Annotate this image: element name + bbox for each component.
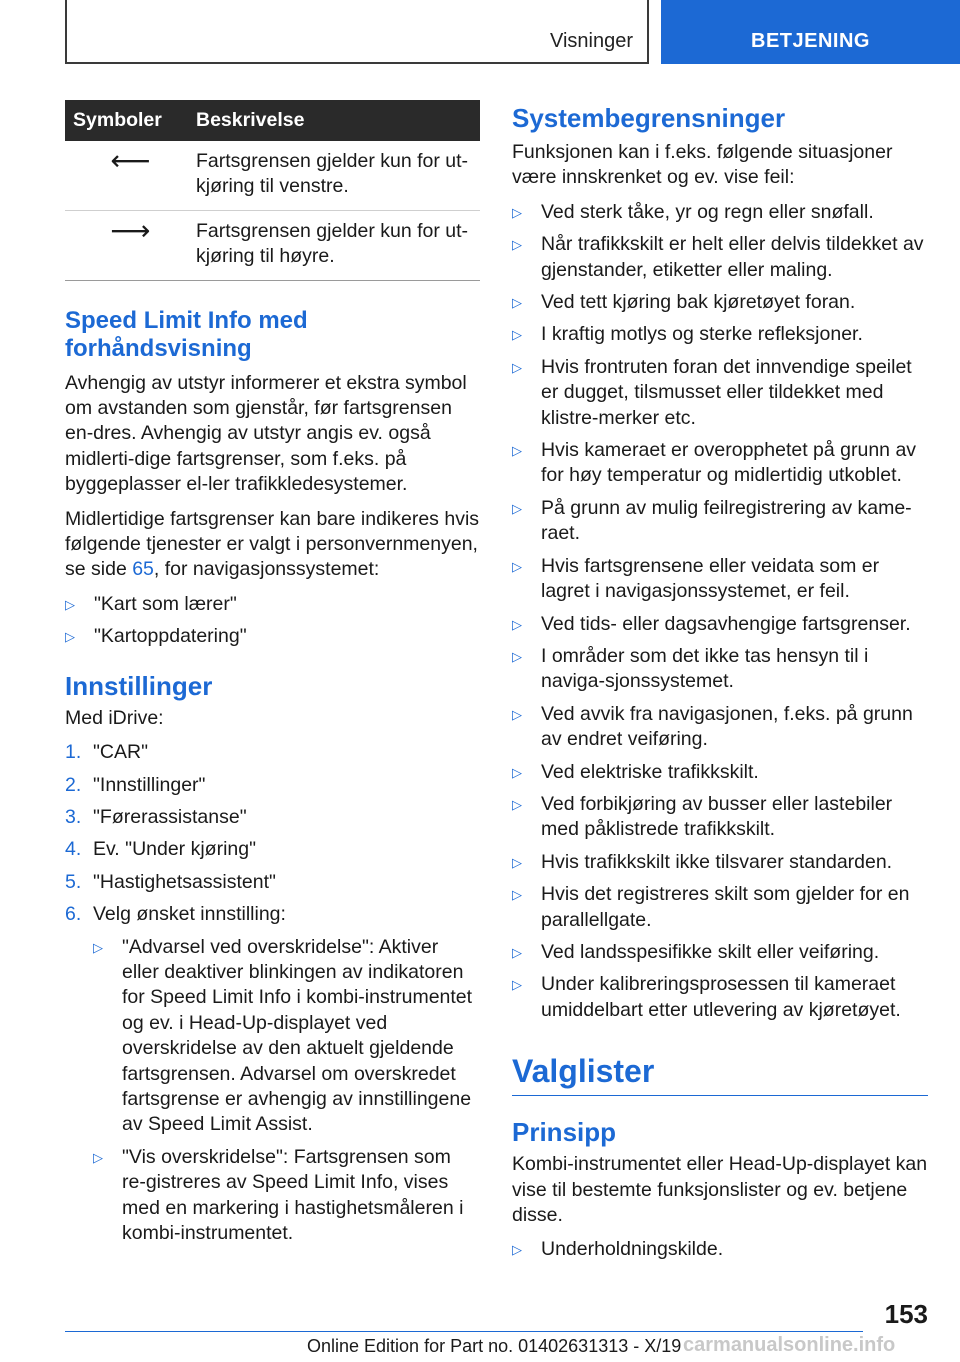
step-text: "Førerassistanse" (93, 805, 247, 828)
list-item-text: Ved landsspesifikke skilt eller veiføring. (541, 940, 880, 963)
section-heading-settings: Innstillinger (65, 670, 213, 701)
section-heading-principle: Prinsipp (512, 1117, 617, 1148)
settings-steps (65, 740, 480, 1246)
list-item (512, 554, 928, 605)
header-section-title: Visninger (549, 30, 633, 52)
step-item (65, 870, 480, 895)
paragraph: Avhengig av utstyr informerer et ekstra symbol om avstanden som gjenstår, før fartsgrensen en-dres. Avhengig av utstyr angis ev. også midlerti-dige fartsgrenser, som f.eks. på byggeplasser el-ler trafikkledesystemer. (65, 371, 467, 496)
triangle-bullet-icon: ▷ (512, 500, 522, 516)
step-number: 6. (65, 903, 82, 926)
list-item (512, 355, 928, 431)
step-item (65, 902, 480, 1246)
triangle-bullet-icon: ▷ (512, 944, 522, 960)
list-item-text: Ved elektriske trafikkskilt. (541, 760, 759, 783)
list-item (512, 882, 928, 933)
table-row (65, 210, 480, 280)
triangle-bullet-icon: ▷ (512, 1242, 522, 1258)
chapter-heading-block (512, 1053, 928, 1096)
setting-options (93, 935, 480, 1247)
list-item-text: Ved sterk tåke, yr og regn eller snøfall. (541, 200, 874, 223)
page-link[interactable]: 65 (132, 558, 154, 581)
step-item (65, 837, 480, 862)
list-item (512, 644, 928, 695)
list-item (512, 792, 928, 843)
list-item-text: Hvis kameraet er overopphetet på grunn av for høy temperatur og midlertidig utkoblet. (541, 439, 917, 487)
paragraph (65, 507, 480, 583)
step-number: 4. (65, 838, 82, 861)
list-item (512, 322, 928, 347)
list-item-text: "Kartoppdatering" (94, 625, 247, 648)
symbol-table (65, 100, 480, 281)
list-item-text: Hvis frontruten foran det innvendige speilet er dugget, tilsmusset eller tildekket med klistre-merker etc. (541, 355, 912, 429)
page-number: 153 (884, 1299, 928, 1329)
step-number: 5. (65, 870, 82, 893)
table-row (65, 141, 480, 210)
list-item-text: "Kart som lærer" (94, 592, 237, 615)
table-cell-description: Fartsgrensen gjelder kun for ut-kjøring til høyre. (196, 210, 480, 280)
step-number: 1. (65, 741, 82, 764)
paragraph: Kombi-instrumentet eller Head-Up-displayet kan vise til bestemte funksjonslister og ev. betjene disse. (512, 1153, 928, 1226)
triangle-bullet-icon: ▷ (65, 596, 75, 612)
triangle-bullet-icon: ▷ (512, 887, 522, 903)
list-item-text: Når trafikkskilt er helt eller delvis tildekket av gjenstander, etiketter eller maling. (541, 233, 924, 281)
watermark: carmanualsonline.info (683, 1334, 896, 1356)
list-item (512, 940, 928, 965)
list-item-text: På grunn av mulig feilregistrering av kame-raet. (541, 496, 912, 545)
triangle-bullet-icon: ▷ (512, 359, 522, 375)
step-item (65, 805, 480, 830)
footer-edition: Online Edition for Part no. 01402631313 - X/19 (307, 1336, 682, 1356)
header-chapter-title: BETJENING (751, 30, 870, 52)
step-number: 2. (65, 773, 82, 796)
list-item-text: "Advarsel ved overskridelse": Aktiver eller deaktiver blinkingen av indikatoren for Speed Limit Info i kombi-instrumentet og ev. i Head-Up-displayet ved overskridelse av den aktuelt gjeldende fartsgrensen. Advarsel om overskredet fartsgrense er avhengig av innstillingene av Speed Limit Assist. (122, 935, 473, 1136)
triangle-bullet-icon: ▷ (512, 706, 522, 722)
list-item (512, 760, 928, 785)
triangle-bullet-icon: ▷ (512, 648, 522, 664)
step-text: Ev. "Under kjøring" (93, 838, 257, 861)
header-chapter-tab[interactable] (661, 0, 960, 64)
table-header-symbols: Symboler (65, 100, 196, 141)
list-item (512, 290, 928, 315)
triangle-bullet-icon: ▷ (512, 443, 522, 459)
list-item (512, 612, 928, 637)
arrow-right-icon: ⟶ (65, 210, 196, 280)
list-item (93, 1145, 480, 1247)
table-header-description: Beskrivelse (196, 100, 480, 141)
list-item (512, 1237, 928, 1262)
list-item-text: I kraftig motlys og sterke refleksjoner. (541, 323, 863, 346)
list-item (512, 702, 928, 753)
list-item-text: Under kalibreringsprosessen til kameraet umiddelbart etter utlevering av kjøretøyet. (541, 973, 901, 1021)
list-item-text: "Vis overskridelse": Fartsgrensen som re-gistreres av Speed Limit Info, vises med en markering i hastighetsmåleren i kombi-instrumentet. (122, 1145, 464, 1244)
step-text: "CAR" (93, 741, 149, 764)
step-text: "Hastighetsassistent" (93, 870, 276, 893)
section-heading-preview: Speed Limit Info med forhåndsvisning (65, 306, 308, 362)
step-item (65, 740, 480, 765)
triangle-bullet-icon: ▷ (512, 237, 522, 253)
paragraph: Funksjonen kan i f.eks. følgende situasjoner være innskrenket og ev. vise feil: (512, 141, 893, 189)
list-item-text: I områder som det ikke tas hensyn til i naviga-sjonssystemet. (541, 644, 869, 693)
list-item (512, 972, 928, 1023)
table-cell-description: Fartsgrensen gjelder kun for ut-kjøring til venstre. (196, 141, 480, 210)
triangle-bullet-icon: ▷ (93, 1149, 103, 1165)
list-item (65, 624, 480, 649)
triangle-bullet-icon: ▷ (512, 764, 522, 780)
triangle-bullet-icon: ▷ (512, 616, 522, 632)
list-item (93, 935, 480, 1138)
step-item (65, 773, 480, 798)
left-column (65, 100, 480, 1253)
triangle-bullet-icon: ▷ (512, 295, 522, 311)
paragraph: Med iDrive: (65, 706, 164, 729)
list-item (512, 496, 928, 547)
section-heading-limits: Systembegrensninger (512, 103, 786, 133)
step-text: "Innstillinger" (93, 773, 206, 796)
right-column (512, 100, 928, 1270)
step-number: 3. (65, 805, 82, 828)
step-text: Velg ønsket innstilling: (93, 903, 286, 926)
chapter-heading-valglister: Valglister (512, 1053, 655, 1090)
footer-divider (65, 1331, 863, 1332)
header-section-box (65, 0, 649, 64)
list-item-text: Hvis fartsgrensene eller veidata som er lagret i navigasjonssystemet, er feil. (541, 554, 880, 603)
list-item-text: Hvis det registreres skilt som gjelder for en parallellgate. (541, 883, 910, 931)
triangle-bullet-icon: ▷ (512, 854, 522, 870)
list-item-text: Underholdningskilde. (541, 1238, 724, 1261)
service-list (65, 592, 480, 650)
arrow-left-icon: ⟵ (65, 141, 196, 210)
list-item-text: Ved tett kjøring bak kjøretøyet foran. (541, 291, 856, 314)
paragraph-text: Midlertidige fartsgrenser kan bare indikeres hvis følgende tjenester er valgt i personvernmenyen, se side (65, 507, 480, 581)
triangle-bullet-icon: ▷ (512, 558, 522, 574)
triangle-bullet-icon: ▷ (65, 629, 75, 645)
list-item (512, 200, 928, 225)
list-item (512, 232, 928, 283)
triangle-bullet-icon: ▷ (512, 796, 522, 812)
triangle-bullet-icon: ▷ (512, 977, 522, 993)
list-item (65, 592, 480, 617)
limits-list (512, 200, 928, 1023)
list-item (512, 850, 928, 875)
triangle-bullet-icon: ▷ (512, 327, 522, 343)
paragraph-text: , for navigasjonssystemet: (153, 558, 380, 581)
list-item-text: Hvis trafikkskilt ikke tilsvarer standarden. (541, 850, 893, 873)
list-item-text: Ved avvik fra navigasjonen, f.eks. på grunn av endret veiføring. (541, 702, 913, 751)
list-item (512, 438, 928, 489)
list-item-text: Ved forbikjøring av busser eller lastebiler med påklistrede trafikkskilt. (541, 792, 893, 841)
triangle-bullet-icon: ▷ (512, 204, 522, 220)
list-item-text: Ved tids- eller dagsavhengige fartsgrenser. (541, 612, 911, 635)
valglister-list (512, 1237, 928, 1262)
triangle-bullet-icon: ▷ (93, 939, 103, 955)
